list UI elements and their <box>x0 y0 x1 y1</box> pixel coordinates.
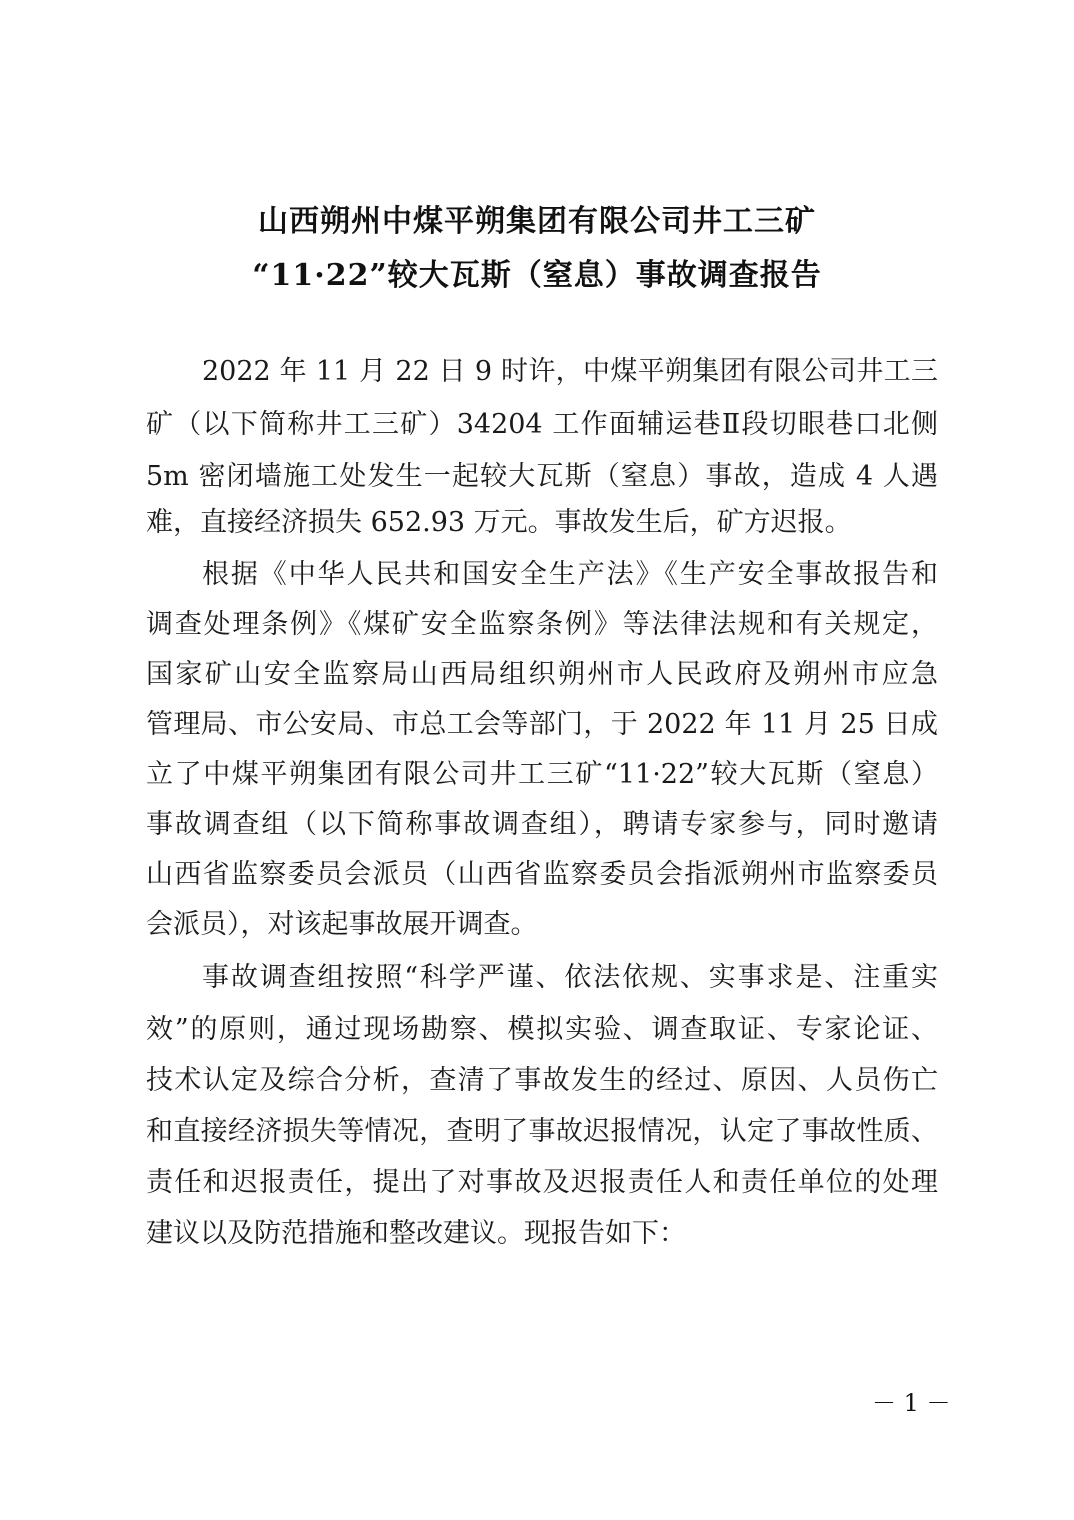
paragraph-2-line: 立了中煤平朔集团有限公司井工三矿“11·22”较大瓦斯（窒息） <box>146 759 938 790</box>
paragraph-2-line: 国家矿山安全监察局山西局组织朔州市人民政府及朔州市应急 <box>146 659 938 690</box>
paragraph-1-line: 矿（以下简称井工三矿）34204 工作面辅运巷Ⅱ段切眼巷口北侧 <box>146 409 938 440</box>
paragraph-3-line: 事故调查组按照“科学严谨、依法依规、实事求是、注重实 <box>202 962 938 993</box>
document-title-line-1: 山西朔州中煤平朔集团有限公司井工三矿 <box>258 204 816 239</box>
paragraph-3-line: 技术认定及综合分析，查清了事故发生的经过、原因、人员伤亡 <box>146 1065 938 1096</box>
paragraph-2-line: 根据《中华人民共和国安全生产法》《生产安全事故报告和 <box>202 559 938 590</box>
paragraph-3-line: 效”的原则，通过现场勘察、模拟实验、调查取证、专家论证、 <box>146 1014 938 1045</box>
paragraph-3-line: 建议以及防范措施和整改建议。现报告如下： <box>146 1218 686 1249</box>
paragraph-1-line: 5m 密闭墙施工处发生一起较大瓦斯（窒息）事故，造成 4 人遇 <box>146 461 938 492</box>
page-number: － 1 － <box>872 1389 951 1417</box>
document-title-line-2: “11·22”较大瓦斯（窒息）事故调查报告 <box>252 258 822 293</box>
paragraph-3-line: 责任和迟报责任，提出了对事故及迟报责任人和责任单位的处理 <box>146 1167 938 1198</box>
paragraph-2-line: 管理局、市公安局、市总工会等部门，于 2022 年 11 月 25 日成 <box>146 709 938 740</box>
paragraph-2-line: 调查处理条例》《煤矿安全监察条例》等法律法规和有关规定， <box>146 609 938 640</box>
paragraph-2-line: 会派员），对该起事故展开调查。 <box>146 909 538 940</box>
paragraph-1-line: 2022 年 11 月 22 日 9 时许，中煤平朔集团有限公司井工三 <box>202 356 938 387</box>
paragraph-3-line: 和直接经济损失等情况，查明了事故迟报情况，认定了事故性质、 <box>146 1116 938 1147</box>
paragraph-2-line: 事故调查组（以下简称事故调查组），聘请专家参与，同时邀请 <box>146 809 938 840</box>
paragraph-1-line: 难，直接经济损失 652.93 万元。事故发生后，矿方迟报。 <box>146 507 852 538</box>
paragraph-2-line: 山西省监察委员会派员（山西省监察委员会指派朔州市监察委员 <box>146 859 938 890</box>
